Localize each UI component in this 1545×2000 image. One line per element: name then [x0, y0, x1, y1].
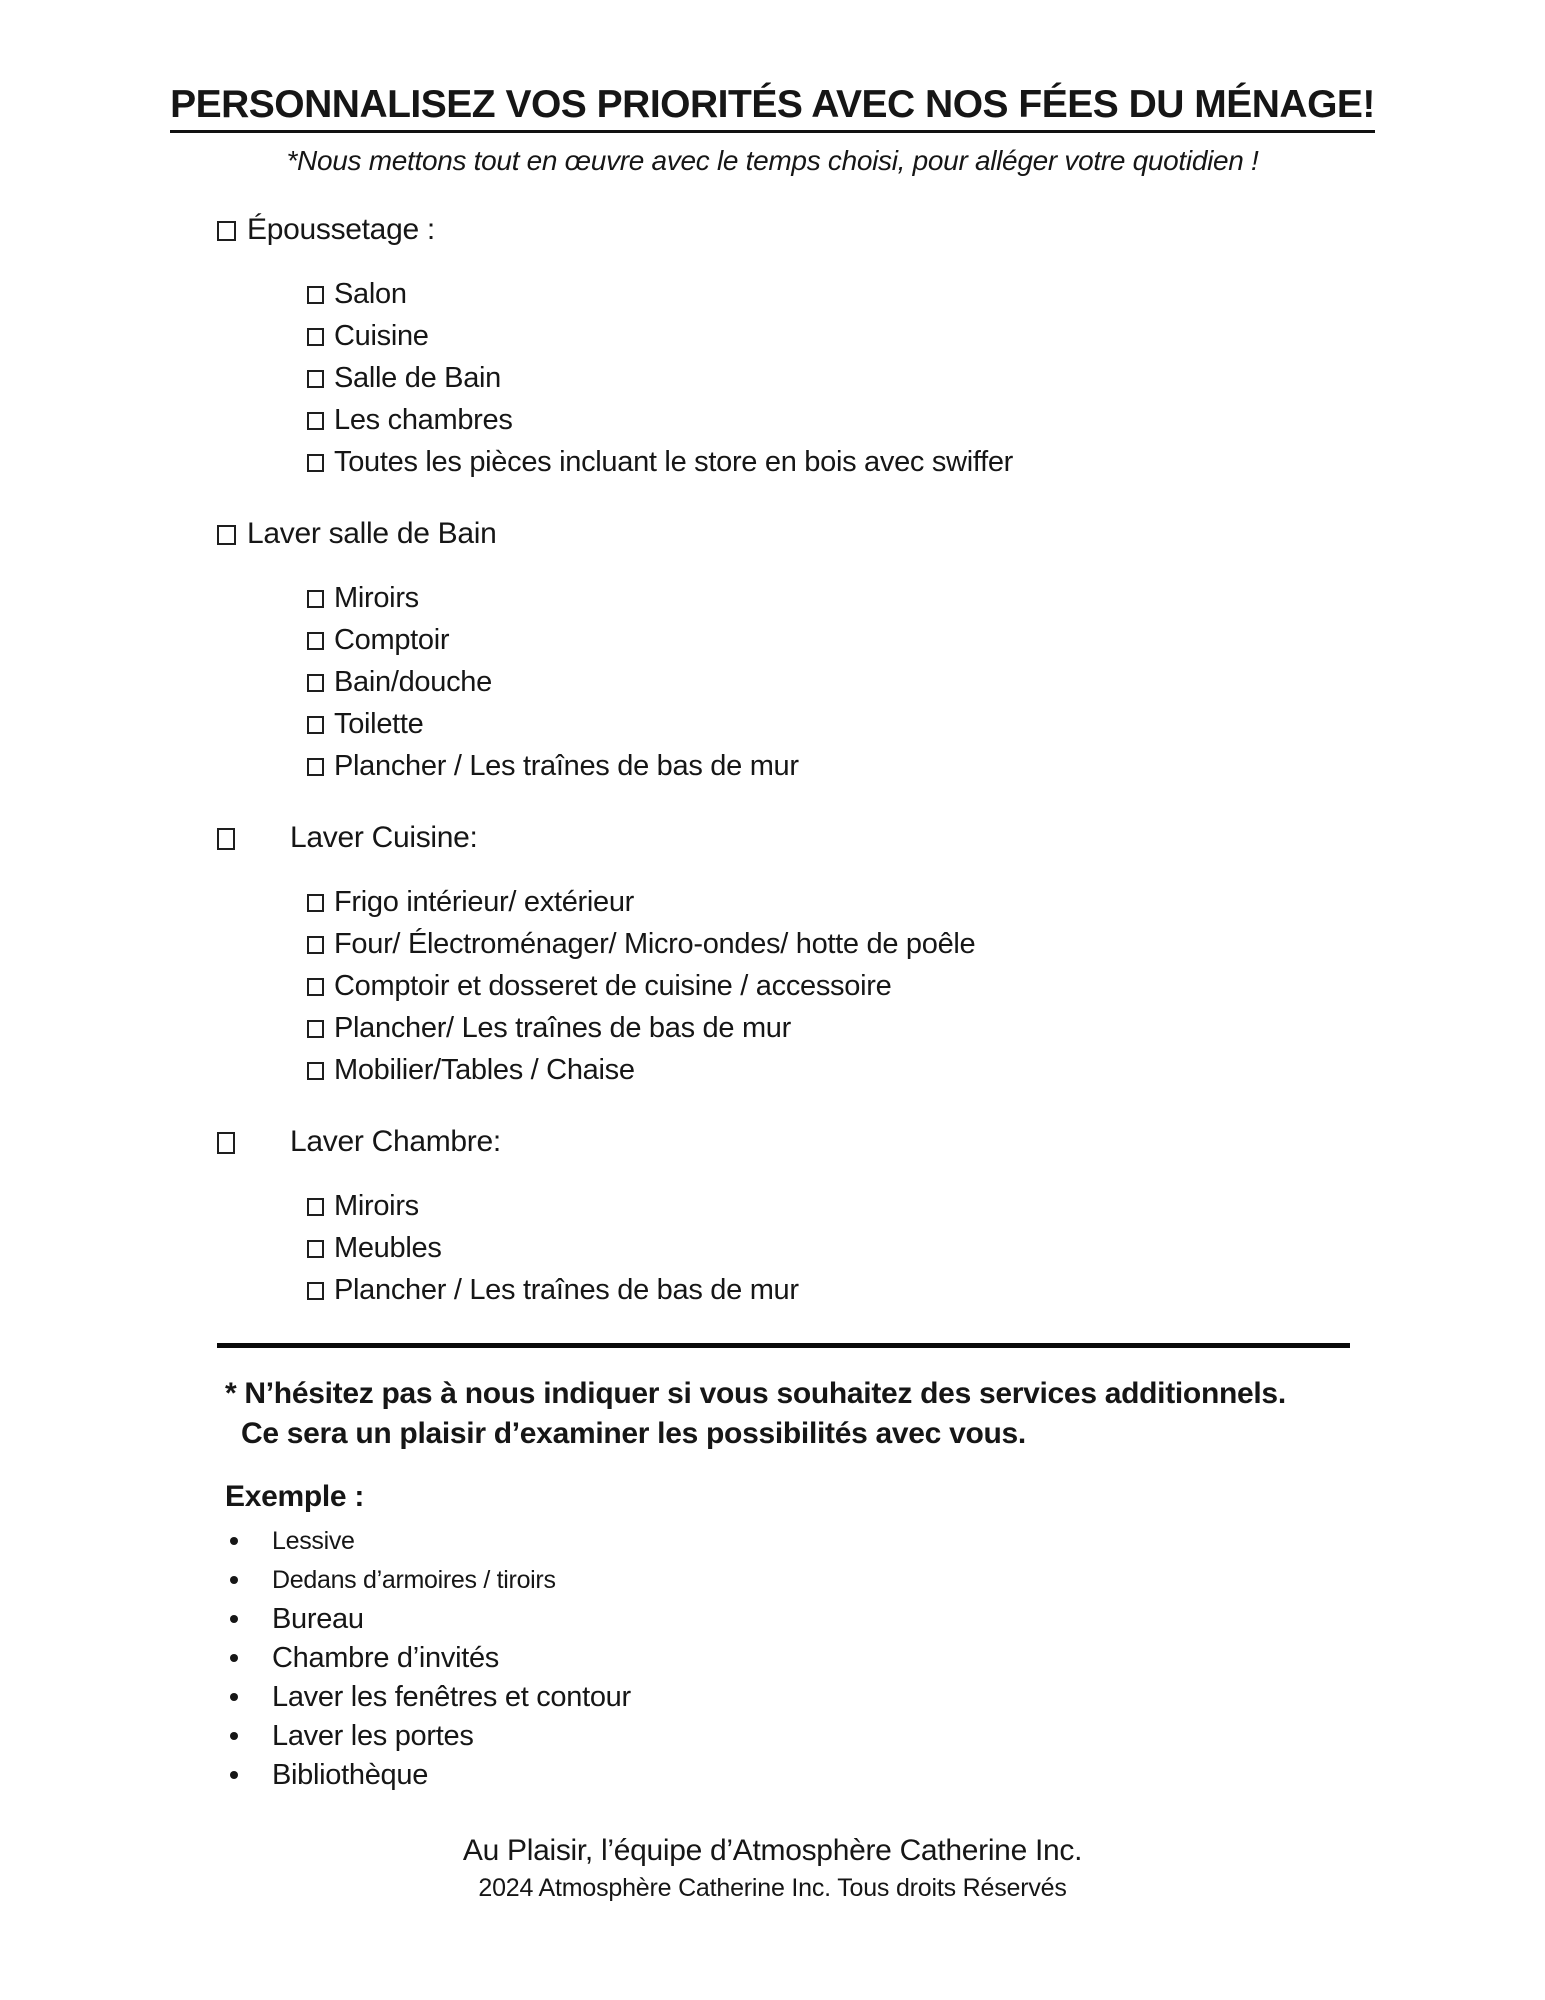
checklist-item-label: Cuisine [334, 319, 429, 352]
horizontal-divider [217, 1343, 1350, 1348]
section-label: Époussetage : [247, 212, 435, 246]
checklist-item [217, 745, 1395, 787]
checklist-item-label: Les chambres [334, 403, 513, 436]
note-line-2: Ce sera un plaisir d’examiner les possibilités avec vous. [241, 1416, 1026, 1450]
example-item-label: Laver les portes [272, 1719, 474, 1752]
section-items [217, 1185, 1395, 1311]
checkbox-icon [217, 221, 236, 241]
section-label: Laver Cuisine: [290, 820, 478, 854]
checklist-item-label: Salle de Bain [334, 361, 501, 394]
examples-label: Exemple : [225, 1479, 365, 1513]
footer-copyright: 2024 Atmosphère Catherine Inc. Tous droits Réservés [478, 1873, 1067, 1902]
section-header [217, 1121, 1395, 1163]
example-item [225, 1600, 1395, 1639]
checkbox-icon [307, 978, 324, 996]
bullet-icon [230, 1771, 238, 1779]
checklist-item [217, 1227, 1395, 1269]
checklist-item-label: Salon [334, 277, 407, 310]
section-items [217, 881, 1395, 1091]
checklist-item-label: Plancher / Les traînes de bas de mur [334, 749, 799, 782]
checklist-item-label: Mobilier/Tables / Chaise [334, 1053, 635, 1086]
checklist-item [217, 441, 1395, 483]
document-footer [0, 1831, 1545, 1905]
checklist-item-label: Comptoir et dosseret de cuisine / accessoire [334, 969, 892, 1002]
checkbox-icon [307, 632, 324, 650]
checkbox-icon [307, 1282, 324, 1300]
bullet-icon [230, 1576, 238, 1584]
document-header [0, 0, 1545, 179]
checkbox-icon [307, 894, 324, 912]
section-header [217, 817, 1395, 859]
example-item-label: Bibliothèque [272, 1758, 429, 1791]
checkbox-icon [307, 286, 324, 304]
section-label: Laver Chambre: [290, 1124, 501, 1158]
checkbox-icon [307, 716, 324, 734]
bullet-icon [230, 1732, 238, 1740]
checklist-item [217, 577, 1395, 619]
checkbox-icon [307, 590, 324, 608]
note-line-1: * N’hésitez pas à nous indiquer si vous souhaitez des services additionnels. [225, 1376, 1286, 1410]
checklist-section [217, 513, 1395, 787]
checklist-item [217, 619, 1395, 661]
checklist-item-label: Plancher / Les traînes de bas de mur [334, 1273, 799, 1306]
checkbox-icon [307, 1198, 324, 1216]
checkbox-icon [307, 454, 324, 472]
example-item-label: Bureau [272, 1602, 364, 1635]
bullet-icon [230, 1693, 238, 1701]
additional-services-note [0, 1374, 1545, 1795]
checklist-item-label: Plancher/ Les traînes de bas de mur [334, 1011, 791, 1044]
checklist-section [217, 1121, 1395, 1311]
checkbox-icon [307, 1062, 324, 1080]
bullet-icon [230, 1654, 238, 1662]
checklist-item-label: Four/ Électroménager/ Micro-ondes/ hotte de poêle [334, 927, 976, 960]
checklist-section [217, 209, 1395, 483]
checklist-item [217, 703, 1395, 745]
checklist-item [217, 273, 1395, 315]
checklist-item [217, 1185, 1395, 1227]
example-item-label: Chambre d’invités [272, 1641, 499, 1674]
example-item [225, 1522, 1395, 1561]
checklist-item [217, 661, 1395, 703]
checklist-item-label: Miroirs [334, 581, 419, 614]
checklist-item-label: Miroirs [334, 1189, 419, 1222]
section-items [217, 273, 1395, 483]
checkbox-icon [307, 1020, 324, 1038]
checklist-item-label: Frigo intérieur/ extérieur [334, 885, 635, 918]
checkbox-icon [217, 1132, 235, 1154]
section-header [217, 209, 1395, 251]
checklist-item-label: Bain/douche [334, 665, 492, 698]
checklist-item [217, 881, 1395, 923]
bullet-icon [230, 1537, 238, 1545]
checklist-item [217, 399, 1395, 441]
checklist-item-label: Toutes les pièces incluant le store en bois avec swiffer [334, 445, 1014, 478]
checklist-section [217, 817, 1395, 1091]
section-items [217, 577, 1395, 787]
example-item [225, 1639, 1395, 1678]
example-item [225, 1678, 1395, 1717]
checkbox-icon [307, 758, 324, 776]
page-title: PERSONNALISEZ VOS PRIORITÉS AVEC NOS FÉES DU MÉNAGE! [170, 84, 1375, 133]
checklist-item [217, 965, 1395, 1007]
example-item-label: Lessive [272, 1526, 355, 1555]
checkbox-icon [217, 525, 236, 545]
checklist-item [217, 1269, 1395, 1311]
example-item-label: Dedans d’armoires / tiroirs [272, 1565, 556, 1594]
checkbox-icon [307, 1240, 324, 1258]
checklist-item [217, 923, 1395, 965]
checkbox-icon [307, 936, 324, 954]
checkbox-icon [307, 674, 324, 692]
checklist-item [217, 1049, 1395, 1091]
checklist-sections [0, 209, 1545, 1311]
footer-signoff: Au Plaisir, l’équipe d’Atmosphère Catherine Inc. [462, 1833, 1083, 1867]
examples-list [225, 1522, 1395, 1795]
checklist-item-label: Comptoir [334, 623, 450, 656]
checkbox-icon [307, 412, 324, 430]
checkbox-icon [217, 828, 235, 850]
checkbox-icon [307, 370, 324, 388]
section-label: Laver salle de Bain [247, 516, 497, 550]
checkbox-icon [307, 328, 324, 346]
checklist-item [217, 315, 1395, 357]
checklist-item-label: Meubles [334, 1231, 442, 1264]
example-item-label: Laver les fenêtres et contour [272, 1680, 631, 1713]
example-item [225, 1717, 1395, 1756]
checklist-item-label: Toilette [334, 707, 424, 740]
checklist-item [217, 1007, 1395, 1049]
page-subtitle: *Nous mettons tout en œuvre avec le temps choisi, pour alléger votre quotidien ! [286, 144, 1259, 176]
bullet-icon [230, 1615, 238, 1623]
section-header [217, 513, 1395, 555]
example-item [225, 1756, 1395, 1795]
example-item [225, 1561, 1395, 1600]
checklist-item [217, 357, 1395, 399]
